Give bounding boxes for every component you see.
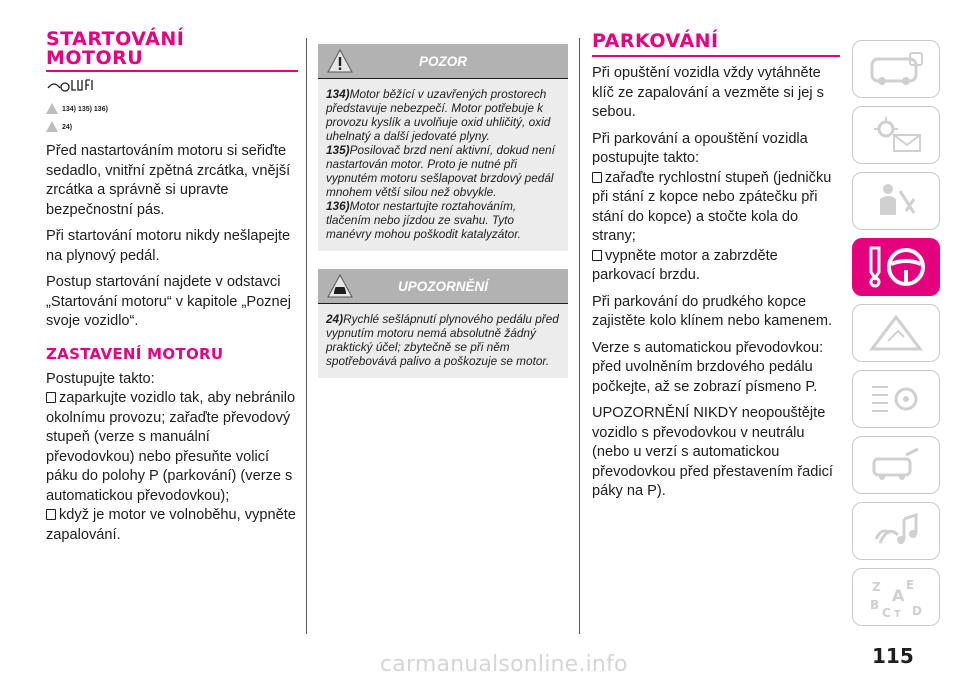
heading-rule xyxy=(46,70,298,72)
warning-ref-row xyxy=(46,103,298,117)
warning-triangle-icon xyxy=(46,103,58,114)
caution-box xyxy=(318,269,568,378)
chapter-tab-dashboard[interactable] xyxy=(852,40,940,98)
chapter-tab-multimedia[interactable] xyxy=(852,502,940,560)
chapter-tabs xyxy=(852,40,940,634)
section-heading-starting-engine: STARTOVÁNÍ MOTORU xyxy=(46,28,185,69)
column-parking xyxy=(592,30,840,502)
paragraph: Před nastartováním motoru si seřiďte sedadlo, vnitřní zpětná zrcátka, vnější zrcátka a správně si upravte bezpečnostní pás. xyxy=(46,143,291,218)
paragraph: Postup startování najdete v odstavci „Startování motoru“ v kapitole „Poznej svoje vozidlo“. xyxy=(46,274,291,329)
safety-seat-icon xyxy=(866,181,926,221)
maintenance-gear-icon xyxy=(866,379,926,419)
svg-text:C: C xyxy=(882,606,891,619)
warning-item: 134)Motor běžící v uzavřených prostorech představuje nebezpečí. Motor potřebuje k provozu kyslík a uvolňuje oxid uhličitý, oxid uhelnatý a další jedovaté plyny. xyxy=(326,87,551,143)
chapter-tab-safety[interactable] xyxy=(852,172,940,230)
alphabetical-index-icon xyxy=(866,575,926,619)
warning-box xyxy=(318,44,568,251)
chapter-tab-specs[interactable] xyxy=(852,436,940,494)
warning-body xyxy=(318,78,568,251)
warning-item: 136)Motor nestartujte roztahováním, tlačením nebo jízdou ze svahu. Tyto manévry mohou poškodit katalyzátor. xyxy=(326,199,521,241)
caution-body xyxy=(318,303,568,378)
subheading-stopping-engine: ZASTAVENÍ MOTORU xyxy=(46,344,224,363)
chapter-tab-starting-driving[interactable] xyxy=(852,238,940,296)
chapter-tab-maintenance[interactable] xyxy=(852,370,940,428)
column-starting-engine xyxy=(46,30,298,545)
svg-text:B: B xyxy=(870,598,880,612)
caution-refs: 24) xyxy=(62,124,73,131)
warning-item: 135)Posilovač brzd není aktivní, dokud není nastartován motor. Proto je nutné při vypnutém motoru sešlapovat brzdový pedál mnohem větší silou než obvykle. xyxy=(326,143,555,199)
chapter-tab-index[interactable] xyxy=(852,568,940,626)
warning-refs: 134) 135) 136) xyxy=(62,106,108,113)
bullet-icon xyxy=(592,250,602,261)
warning-title: POZOR xyxy=(418,54,467,69)
column-notes xyxy=(318,44,568,378)
list-item: zařaďte rychlostní stupeň (jedničku při stání z kopce nebo zpátečku při stání do kopce) a stočte kola do strany; xyxy=(592,169,832,244)
chapter-tab-emergency[interactable] xyxy=(852,304,940,362)
section-heading-parking: PARKOVÁNÍ xyxy=(592,30,719,52)
column-divider xyxy=(579,38,580,634)
caution-title: UPOZORNĚNÍ xyxy=(397,279,488,294)
caution-triangle-icon xyxy=(46,121,58,132)
heading-rule xyxy=(592,55,840,57)
warning-box-header xyxy=(318,44,568,78)
car-dashboard-icon xyxy=(866,49,926,89)
paragraph: Při parkování a opouštění vozidla postupujte takto: xyxy=(592,130,808,166)
list-item: zaparkujte vozidlo tak, aby nebránilo okolnímu provozu; zařaďte převodový stupeň (verze s manuální převodovkou) nebo přesuňte volicí páku do polohy P (parkování) (verze s automatickou převodovkou); xyxy=(46,390,296,504)
caution-item: 24)Rychlé sešlápnutí plynového pedálu před vypnutím motoru nemá absolutně žádný praktický účel; zbytečně se při něm spotřebovává palivo a poškozuje se motor. xyxy=(326,312,559,368)
svg-text:Z: Z xyxy=(872,580,881,594)
column-divider xyxy=(306,38,307,634)
svg-text:A: A xyxy=(892,586,905,605)
multimedia-music-icon xyxy=(866,511,926,551)
svg-text:E: E xyxy=(906,578,915,592)
watermark: carmanualsonline.info xyxy=(380,652,628,677)
car-emergency-icon xyxy=(866,313,926,353)
warning-lights-icon xyxy=(866,115,926,155)
chapter-tab-warning-lights[interactable] xyxy=(852,106,940,164)
key-steering-wheel-icon xyxy=(861,244,931,290)
list-item: když je motor ve volnoběhu, vypněte zapalování. xyxy=(46,507,296,543)
paragraph: Při parkování do prudkého kopce zajistěte kolo klínem nebo kamenem. xyxy=(592,293,833,329)
bullet-icon xyxy=(46,392,56,403)
svg-text:T: T xyxy=(894,609,901,619)
bullet-icon xyxy=(592,172,602,183)
caution-ref-row xyxy=(46,121,298,135)
paragraph: Při opuštění vozidla vždy vytáhněte klíč ze zapalování a vezměte si jej s sebou. xyxy=(592,65,824,120)
car-specs-icon xyxy=(866,445,926,485)
paragraph: Při startování motoru nikdy nešlapejte na plynový pedál. xyxy=(46,228,291,264)
list-item: vypněte motor a zabrzděte parkovací brzdu. xyxy=(592,247,778,283)
bullet-icon xyxy=(46,509,56,520)
key-start-icon xyxy=(46,76,298,99)
paragraph: UPOZORNĚNÍ NIKDY neopouštějte vozidlo s převodovkou v neutrálu (nebo u verzí s automatickou převodovkou před přestavením řadicí páky na P). xyxy=(592,405,833,499)
svg-text:D: D xyxy=(912,604,922,618)
paragraph: Verze s automatickou převodovkou: před uvolněním brzdového pedálu počkejte, až se zobrazí písmeno P. xyxy=(592,339,824,395)
intro-text: Postupujte takto: xyxy=(46,370,155,387)
caution-box-header xyxy=(318,269,568,303)
page-number: 115 xyxy=(872,644,914,668)
